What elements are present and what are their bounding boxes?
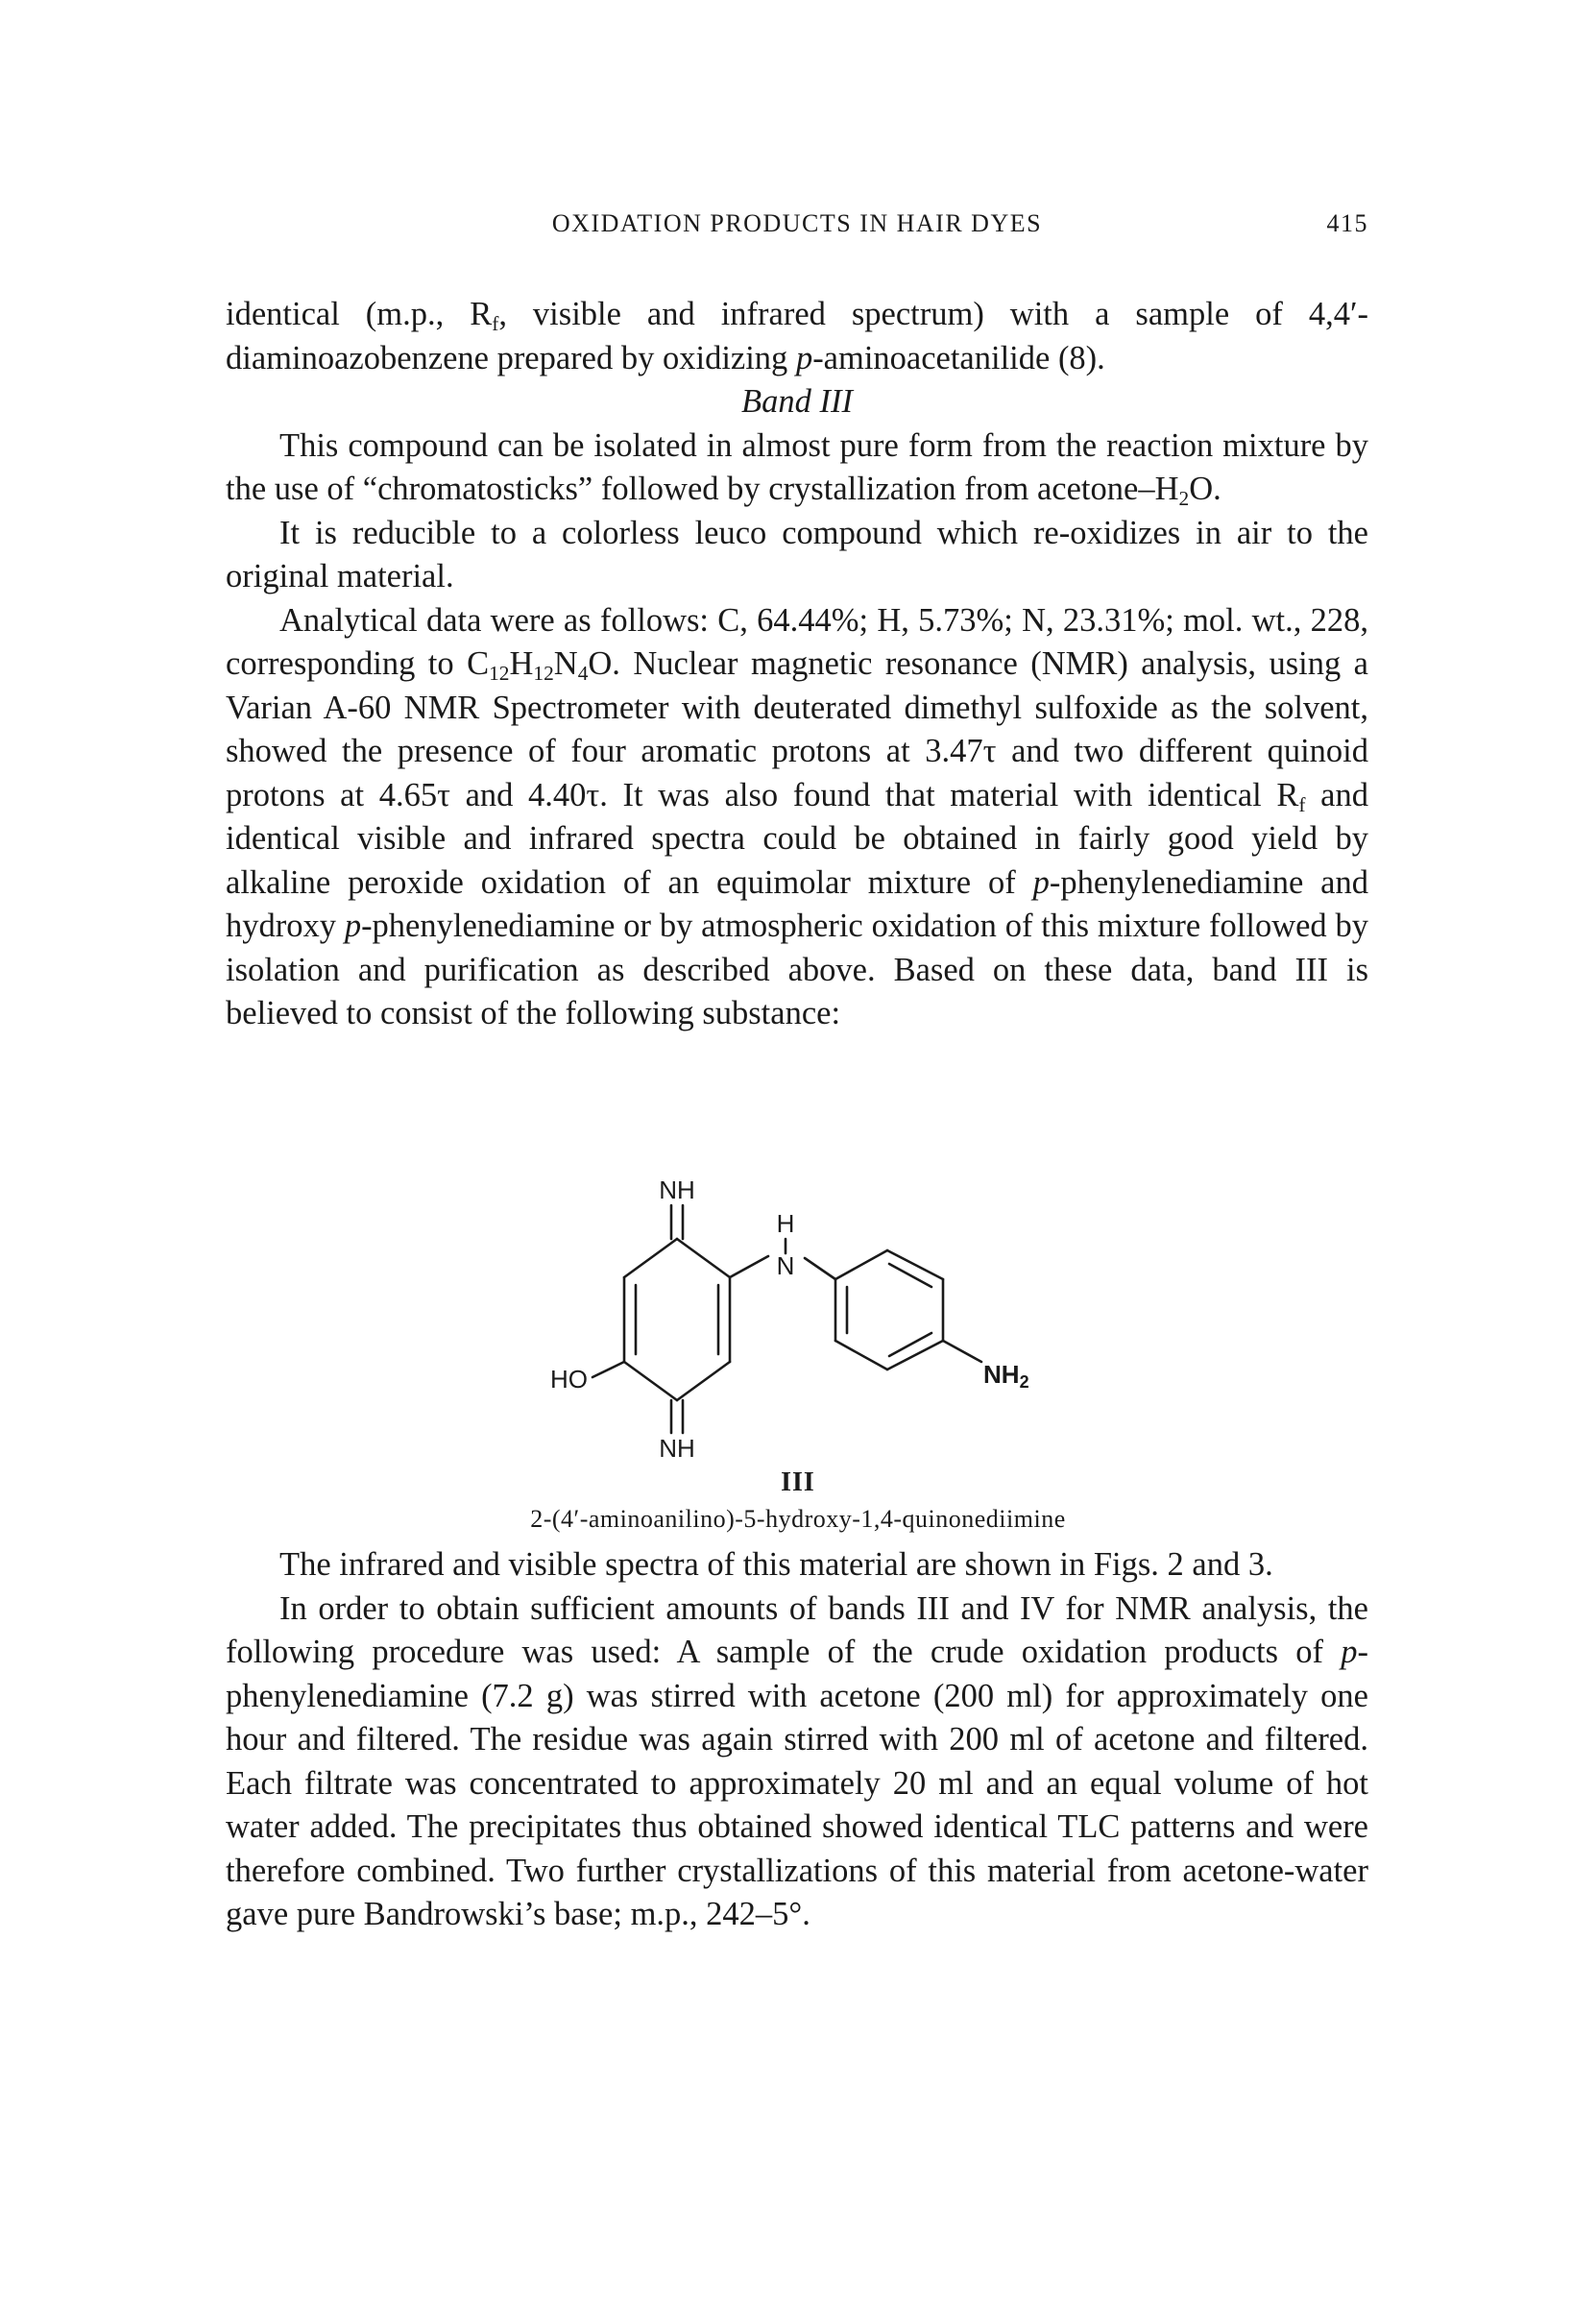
hydroxyl-bond (592, 1362, 624, 1377)
page-number: 415 (1326, 209, 1368, 237)
quinone-bond-c6-c1 (624, 1239, 677, 1277)
paragraph-procedure: In order to obtain sufficient amounts of bands III and IV for NMR analysis, the following procedure was used: A sample of the crude oxidation products of p-phenylenediamine (7.2 g) was stirred with acetone (200 ml) for approximately one hour and filtered. The residue was again stirred with 200 ml of acetone and filtered. Each filtrate was concentrated to approximately 20 ml and an equal volume of hot water added. The precipitates thus obtained showed identical TLC patterns and were therefore combined. Two further crystallizations of this material from acetone-water gave pure Bandrowski’s base; m.p., 242–5°. (226, 1589, 1368, 1932)
paragraph-reducible: It is reducible to a colorless leuco compound which re-oxidizes in air to the original material. (226, 514, 1368, 594)
quinone-bond-c4-c5 (624, 1362, 677, 1400)
benzene-inner-bond-b (889, 1264, 931, 1287)
benzene-bond-4 (887, 1341, 943, 1370)
amine-bridge-bond-right (805, 1258, 835, 1279)
running-title: OXIDATION PRODUCTS IN HAIR DYES (551, 209, 1043, 237)
section-heading-band-iii: Band III (741, 383, 853, 420)
benzene-inner-bond-c (889, 1333, 931, 1356)
amine-bond (943, 1341, 981, 1362)
compound-name: 2-(4′-aminoanilino)-5-hydroxy-1,4-quinonediimine (530, 1505, 1066, 1533)
benzene-bond-1 (835, 1250, 887, 1279)
benzene-bond-2 (887, 1250, 943, 1279)
text-block-bottom (226, 1543, 1368, 1937)
compound-number: III (781, 1467, 815, 1497)
quinone-bond-c1-c2 (677, 1239, 730, 1277)
benzene-bond-5 (835, 1341, 887, 1370)
paragraph-spectra: The infrared and visible spectra of this material are shown in Figs. 2 and 3. (279, 1546, 1273, 1583)
amine-bridge-bond-left (730, 1256, 768, 1277)
paragraph-identical: identical (m.p., $R_f$, visible and infrared spectrum) with a sample of 4,4′-diaminoazobenzene prepared by oxidizing p-aminoacetanilide (8). (226, 296, 1368, 376)
label-top-nh: NH (659, 1176, 695, 1204)
label-hydroxyl: HO (550, 1365, 588, 1394)
paragraph-isolation: This compound can be isolated in almost pure form from the reaction mixture by the use of “chromatosticks” followed by crystallization from acetone–$H_2O$. (226, 426, 1368, 510)
label-amine: NH2 (983, 1360, 1029, 1392)
quinone-bond-c3-c4 (677, 1362, 730, 1400)
label-bridge-n: N (776, 1251, 795, 1280)
label-bridge-h: H (776, 1209, 795, 1238)
paragraph-analytical: Analytical data were as follows: C, 64.44%; H, 5.73%; N, 23.31%; mol. wt., 228, corresponding to $C_{12}H_{12}N_4O$. Nuclear magnetic resonance (NMR) analysis, using a Varian A-60 NMR Spectrometer with deuterated dimethyl sulfoxide as the solvent, showed the presence of four aromatic protons at 3.47τ and two different quinoid protons at 4.65τ and 4.40τ. It was also found that material with identical $R_f$ and identical visible and infrared spectra could be obtained in fairly good yield by alkaline peroxide oxidation of an equimolar mixture of p-phenylenediamine and hydroxy p-phenylenediamine or by atmospheric oxidation of this mixture followed by isolation and purification as described above. Based on these data, band III is believed to consist of the following substance: (226, 601, 1368, 1031)
label-bottom-nh: NH (659, 1434, 695, 1463)
